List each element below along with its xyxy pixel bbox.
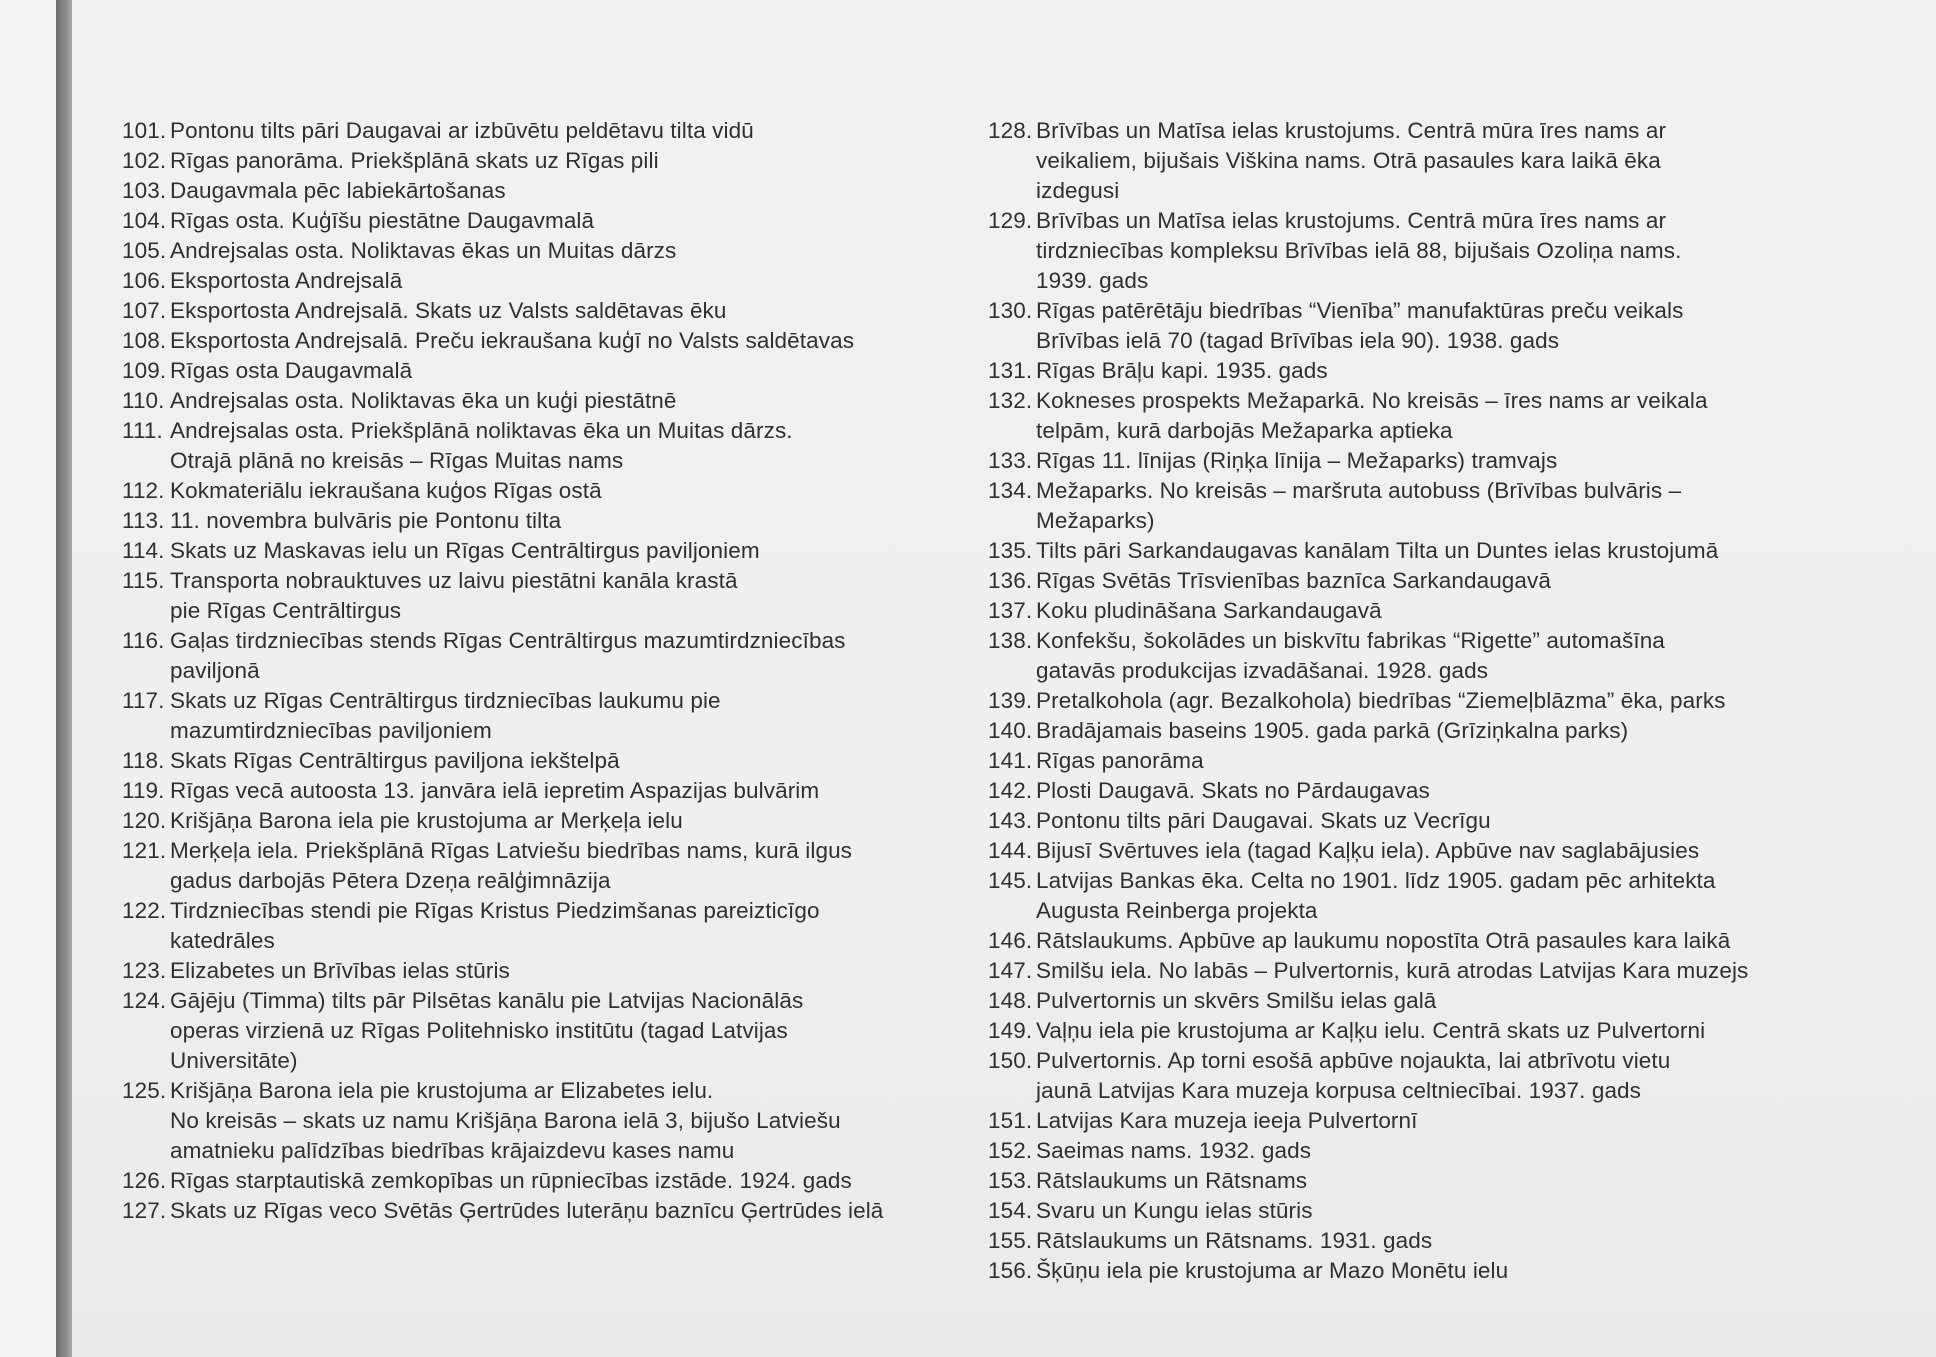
caption-line: Rīgas Brāļu kapi. 1935. gads (1036, 358, 1328, 383)
caption-text (170, 566, 982, 626)
caption-line: Rātslaukums un Rātsnams. 1931. gads (1036, 1228, 1433, 1253)
caption-line: Rātslaukums un Rātsnams (1036, 1168, 1308, 1193)
caption-line: telpām, kurā darbojās Mežaparka aptieka (1036, 418, 1453, 443)
caption-text (170, 236, 982, 266)
caption-number: 127. (122, 1198, 167, 1223)
caption-entry (988, 386, 1868, 446)
caption-line: Smilšu iela. No labās – Pulvertornis, kurā atrodas Latvijas Kara muzejs (1036, 958, 1749, 983)
caption-number: 102. (122, 148, 167, 173)
page-left-margin (0, 0, 56, 1357)
caption-number: 132. (988, 388, 1033, 413)
caption-number: 138. (988, 628, 1033, 653)
caption-entry (122, 836, 982, 896)
caption-line: Rīgas 11. līnijas (Riņķa līnija – Mežaparks) tramvajs (1036, 448, 1558, 473)
caption-number: 106. (122, 268, 167, 293)
caption-line: Eksportosta Andrejsalā. Preču iekraušana kuģī no Valsts saldētavas (170, 328, 855, 353)
caption-entry (122, 566, 982, 626)
caption-line: Plosti Daugavā. Skats no Pārdaugavas (1036, 778, 1430, 803)
caption-line: Otrajā plānā no kreisās – Rīgas Muitas nams (170, 448, 624, 473)
caption-number: 119. (122, 778, 165, 803)
caption-number: 105. (122, 238, 167, 263)
caption-number: 146. (988, 928, 1033, 953)
caption-line: Augusta Reinberga projekta (1036, 898, 1318, 923)
caption-number: 118. (122, 748, 165, 773)
caption-text (170, 746, 982, 776)
caption-number: 113. (122, 508, 165, 533)
caption-number: 124. (122, 988, 167, 1013)
caption-line: Eksportosta Andrejsalā. Skats uz Valsts saldētavas ēku (170, 298, 727, 323)
caption-entry (988, 1196, 1868, 1226)
caption-line: veikaliem, bijušais Viškina nams. Otrā pasaules kara laikā ēka (1036, 148, 1661, 173)
caption-text (170, 536, 982, 566)
caption-line: Daugavmala pēc labiekārtošanas (170, 178, 506, 203)
caption-text (170, 206, 982, 236)
caption-entry (122, 176, 982, 206)
caption-text (170, 956, 982, 986)
caption-entry (122, 476, 982, 506)
caption-entry (988, 806, 1868, 836)
caption-text (1036, 1046, 1868, 1106)
caption-entry (988, 1016, 1868, 1046)
caption-line: Pontonu tilts pāri Daugavai ar izbūvētu peldētavu tilta vidū (170, 118, 754, 143)
caption-line: Rīgas vecā autoosta 13. janvāra ielā iepretim Aspazijas bulvārim (170, 778, 820, 803)
caption-entry (988, 746, 1868, 776)
caption-text (170, 1076, 982, 1166)
caption-text (170, 776, 982, 806)
caption-line: Andrejsalas osta. Priekšplānā noliktavas ēka un Muitas dārzs. (170, 418, 793, 443)
caption-number: 126. (122, 1168, 167, 1193)
caption-number: 122. (122, 898, 167, 923)
caption-text (1036, 806, 1868, 836)
caption-text (170, 146, 982, 176)
caption-entry (988, 986, 1868, 1016)
caption-line: Rīgas patērētāju biedrības “Vienība” manufaktūras preču veikals (1036, 298, 1684, 323)
caption-line: No kreisās – skats uz namu Krišjāņa Barona ielā 3, bijušo Latviešu (170, 1108, 841, 1133)
caption-entry (122, 956, 982, 986)
caption-line: katedrāles (170, 928, 275, 953)
caption-number: 130. (988, 298, 1033, 323)
caption-entry (122, 806, 982, 836)
caption-line: Kokmateriālu iekraušana kuģos Rīgas ostā (170, 478, 602, 503)
caption-line: Rīgas osta. Kuģīšu piestātne Daugavmalā (170, 208, 595, 233)
caption-text (1036, 356, 1868, 386)
caption-text (1036, 626, 1868, 686)
caption-number: 128. (988, 118, 1033, 143)
caption-line: Tirdzniecības stendi pie Rīgas Kristus Piedzimšanas pareizticīgo (170, 898, 820, 923)
caption-number: 142. (988, 778, 1033, 803)
caption-text (170, 836, 982, 896)
caption-text (170, 686, 982, 746)
caption-entry (122, 356, 982, 386)
caption-number: 109. (122, 358, 167, 383)
caption-text (170, 1166, 982, 1196)
caption-entry (988, 446, 1868, 476)
caption-text (1036, 1226, 1868, 1256)
caption-number: 131. (988, 358, 1033, 383)
caption-line: Transporta nobrauktuves uz laivu piestātni kanāla krastā (170, 568, 738, 593)
caption-entry (988, 626, 1868, 686)
caption-text (1036, 986, 1868, 1016)
caption-line: Eksportosta Andrejsalā (170, 268, 403, 293)
caption-entry (122, 986, 982, 1076)
caption-line: mazumtirdzniecības paviljoniem (170, 718, 492, 743)
caption-text (1036, 1016, 1868, 1046)
caption-line: Skats Rīgas Centrāltirgus paviljona iekštelpā (170, 748, 620, 773)
caption-entry (122, 146, 982, 176)
caption-text (170, 506, 982, 536)
caption-number: 147. (988, 958, 1033, 983)
caption-text (1036, 596, 1868, 626)
caption-text (170, 176, 982, 206)
caption-number: 148. (988, 988, 1033, 1013)
caption-entry (122, 626, 982, 686)
caption-number: 108. (122, 328, 167, 353)
caption-text (170, 296, 982, 326)
caption-entry (988, 596, 1868, 626)
right-caption-column (988, 116, 1868, 1286)
caption-entry (988, 776, 1868, 806)
caption-number: 136. (988, 568, 1033, 593)
caption-number: 153. (988, 1168, 1033, 1193)
caption-line: Brīvības ielā 70 (tagad Brīvības iela 90). 1938. gads (1036, 328, 1560, 353)
caption-text (1036, 686, 1868, 716)
caption-text (170, 626, 982, 686)
caption-line: Rīgas osta Daugavmalā (170, 358, 413, 383)
caption-line: Skats uz Rīgas veco Svētās Ģertrūdes luterāņu baznīcu Ģertrūdes ielā (170, 1198, 884, 1223)
caption-entry (122, 536, 982, 566)
caption-number: 133. (988, 448, 1033, 473)
caption-entry (988, 1256, 1868, 1286)
caption-line: Skats uz Rīgas Centrāltirgus tirdzniecības laukumu pie (170, 688, 721, 713)
caption-line: Gājēju (Timma) tilts pār Pilsētas kanālu pie Latvijas Nacionālās (170, 988, 804, 1013)
caption-text (1036, 1256, 1868, 1286)
caption-line: Merķeļa iela. Priekšplānā Rīgas Latviešu biedrības nams, kurā ilgus (170, 838, 853, 863)
left-caption-column (122, 116, 982, 1226)
caption-entry (122, 506, 982, 536)
caption-number: 149. (988, 1018, 1033, 1043)
caption-line: Kokneses prospekts Mežaparkā. No kreisās – īres nams ar veikala (1036, 388, 1708, 413)
caption-line: Rīgas panorāma. Priekšplānā skats uz Rīgas pili (170, 148, 659, 173)
caption-line: Universitāte) (170, 1048, 298, 1073)
caption-number: 135. (988, 538, 1033, 563)
caption-entry (122, 776, 982, 806)
caption-text (170, 986, 982, 1076)
caption-line: Vaļņu iela pie krustojuma ar Kaļķu ielu. Centrā skats uz Pulvertorni (1036, 1018, 1706, 1043)
caption-line: Andrejsalas osta. Noliktavas ēka un kuģi piestātnē (170, 388, 677, 413)
caption-number: 156. (988, 1258, 1033, 1283)
caption-entry (988, 356, 1868, 386)
caption-entry (122, 1166, 982, 1196)
caption-text (170, 326, 982, 356)
caption-line: Latvijas Kara muzeja ieeja Pulvertornī (1036, 1108, 1418, 1133)
caption-entry (988, 1226, 1868, 1256)
caption-entry (122, 236, 982, 266)
caption-line: Brīvības un Matīsa ielas krustojums. Centrā mūra īres nams ar (1036, 118, 1667, 143)
caption-line: Gaļas tirdzniecības stends Rīgas Centrāltirgus mazumtirdzniecības (170, 628, 846, 653)
caption-entry (988, 686, 1868, 716)
caption-number: 144. (988, 838, 1033, 863)
caption-entry (988, 1166, 1868, 1196)
caption-number: 123. (122, 958, 167, 983)
caption-text (170, 806, 982, 836)
caption-number: 139. (988, 688, 1033, 713)
caption-entry (988, 926, 1868, 956)
caption-entry (122, 266, 982, 296)
caption-text (1036, 926, 1868, 956)
caption-entry (122, 686, 982, 746)
caption-number: 155. (988, 1228, 1033, 1253)
caption-number: 145. (988, 868, 1033, 893)
caption-number: 129. (988, 208, 1033, 233)
caption-text (170, 476, 982, 506)
caption-line: izdegusi (1036, 178, 1120, 203)
caption-entry (988, 956, 1868, 986)
caption-number: 152. (988, 1138, 1033, 1163)
caption-entry (988, 296, 1868, 356)
caption-line: Elizabetes un Brīvības ielas stūris (170, 958, 510, 983)
caption-line: Latvijas Bankas ēka. Celta no 1901. līdz 1905. gadam pēc arhitekta (1036, 868, 1716, 893)
caption-text (1036, 1106, 1868, 1136)
caption-line: gatavās produkcijas izvadāšanai. 1928. gads (1036, 658, 1489, 683)
caption-number: 117. (122, 688, 165, 713)
caption-number: 141. (988, 748, 1033, 773)
caption-line: Koku pludināšana Sarkandaugavā (1036, 598, 1382, 623)
caption-entry (122, 326, 982, 356)
caption-entry (122, 416, 982, 476)
caption-line: Skats uz Maskavas ielu un Rīgas Centrāltirgus paviljoniem (170, 538, 760, 563)
caption-number: 120. (122, 808, 167, 833)
caption-entry (122, 296, 982, 326)
caption-line: Saeimas nams. 1932. gads (1036, 1138, 1312, 1163)
caption-line: Tilts pāri Sarkandaugavas kanālam Tilta un Duntes ielas krustojumā (1036, 538, 1719, 563)
book-binding-edge (56, 0, 72, 1357)
caption-number: 114. (122, 538, 165, 563)
caption-entry (988, 1046, 1868, 1106)
caption-line: Konfekšu, šokolādes un biskvītu fabrikas “Rigette” automašīna (1036, 628, 1665, 653)
caption-entry (122, 1076, 982, 1166)
caption-number: 140. (988, 718, 1033, 743)
caption-line: paviljonā (170, 658, 260, 683)
caption-line: Rātslaukums. Apbūve ap laukumu nopostīta Otrā pasaules kara laikā (1036, 928, 1731, 953)
caption-text (1036, 386, 1868, 446)
caption-entry (122, 386, 982, 416)
caption-number: 104. (122, 208, 167, 233)
caption-number: 112. (122, 478, 165, 503)
caption-line: Rīgas panorāma (1036, 748, 1204, 773)
caption-entry (122, 896, 982, 956)
caption-text (1036, 956, 1868, 986)
caption-entry (122, 1196, 982, 1226)
caption-line: gadus darbojās Pētera Dzeņa reālģimnāzija (170, 868, 611, 893)
caption-text (1036, 476, 1868, 536)
caption-text (170, 266, 982, 296)
caption-line: Svaru un Kungu ielas stūris (1036, 1198, 1313, 1223)
caption-line: Andrejsalas osta. Noliktavas ēkas un Muitas dārzs (170, 238, 677, 263)
caption-line: Pulvertornis. Ap torni esošā apbūve nojaukta, lai atbrīvotu vietu (1036, 1048, 1671, 1073)
caption-text (1036, 536, 1868, 566)
caption-text (1036, 836, 1868, 866)
caption-line: Krišjāņa Barona iela pie krustojuma ar Merķeļa ielu (170, 808, 683, 833)
caption-number: 150. (988, 1048, 1033, 1073)
caption-entry (988, 1106, 1868, 1136)
caption-line: amatnieku palīdzības biedrības krājaizdevu kases namu (170, 1138, 735, 1163)
caption-entry (122, 116, 982, 146)
caption-text (1036, 776, 1868, 806)
caption-number: 107. (122, 298, 167, 323)
caption-text (170, 116, 982, 146)
caption-number: 137. (988, 598, 1033, 623)
caption-text (1036, 746, 1868, 776)
caption-text (170, 386, 982, 416)
caption-text (1036, 446, 1868, 476)
caption-line: Bijusī Svērtuves iela (tagad Kaļķu iela). Apbūve nav saglabājusies (1036, 838, 1700, 863)
caption-line: Krišjāņa Barona iela pie krustojuma ar Elizabetes ielu. (170, 1078, 714, 1103)
caption-number: 115. (122, 568, 165, 593)
caption-text (170, 896, 982, 956)
caption-number: 134. (988, 478, 1033, 503)
caption-text (1036, 1166, 1868, 1196)
caption-line: 11. novembra bulvāris pie Pontonu tilta (170, 508, 562, 533)
caption-number: 121. (122, 838, 167, 863)
caption-entry (988, 1136, 1868, 1166)
caption-line: Pretalkohola (agr. Bezalkohola) biedrības “Ziemeļblāzma” ēka, parks (1036, 688, 1726, 713)
caption-entry (122, 746, 982, 776)
caption-entry (988, 716, 1868, 746)
caption-line: jaunā Latvijas Kara muzeja korpusa celtniecībai. 1937. gads (1036, 1078, 1642, 1103)
caption-number: 143. (988, 808, 1033, 833)
caption-line: operas virzienā uz Rīgas Politehnisko institūtu (tagad Latvijas (170, 1018, 788, 1043)
caption-text (1036, 296, 1868, 356)
caption-line: Rīgas starptautiskā zemkopības un rūpniecības izstāde. 1924. gads (170, 1168, 852, 1193)
caption-line: pie Rīgas Centrāltirgus (170, 598, 402, 623)
caption-number: 151. (988, 1108, 1033, 1133)
caption-entry (988, 836, 1868, 866)
caption-number: 103. (122, 178, 167, 203)
caption-line: tirdzniecības kompleksu Brīvības ielā 88, bijušais Ozoliņa nams. (1036, 238, 1682, 263)
caption-entry (988, 116, 1868, 206)
caption-text (1036, 716, 1868, 746)
caption-text (1036, 866, 1868, 926)
caption-entry (988, 566, 1868, 596)
caption-number: 116. (122, 628, 165, 653)
caption-line: 1939. gads (1036, 268, 1149, 293)
caption-line: Šķūņu iela pie krustojuma ar Mazo Monētu ielu (1036, 1258, 1509, 1283)
caption-line: Pulvertornis un skvērs Smilšu ielas galā (1036, 988, 1437, 1013)
caption-line: Mežaparks) (1036, 508, 1155, 533)
caption-number: 101. (122, 118, 167, 143)
caption-entry (988, 866, 1868, 926)
caption-number: 125. (122, 1078, 167, 1103)
caption-entry (988, 476, 1868, 536)
caption-line: Mežaparks. No kreisās – maršruta autobuss (Brīvības bulvāris – (1036, 478, 1682, 503)
caption-text (170, 1196, 982, 1226)
caption-line: Brīvības un Matīsa ielas krustojums. Centrā mūra īres nams ar (1036, 208, 1667, 233)
caption-number: 111. (122, 418, 163, 443)
caption-text (1036, 566, 1868, 596)
caption-text (1036, 116, 1868, 206)
caption-entry (988, 206, 1868, 296)
caption-number: 110. (122, 388, 165, 413)
caption-entry (122, 206, 982, 236)
caption-line: Rīgas Svētās Trīsvienības baznīca Sarkandaugavā (1036, 568, 1551, 593)
caption-text (1036, 206, 1868, 296)
caption-line: Bradājamais baseins 1905. gada parkā (Grīziņkalna parks) (1036, 718, 1629, 743)
caption-entry (988, 536, 1868, 566)
caption-line: Pontonu tilts pāri Daugavai. Skats uz Vecrīgu (1036, 808, 1491, 833)
caption-text (170, 416, 982, 476)
caption-text (170, 356, 982, 386)
caption-number: 154. (988, 1198, 1033, 1223)
caption-text (1036, 1136, 1868, 1166)
caption-text (1036, 1196, 1868, 1226)
